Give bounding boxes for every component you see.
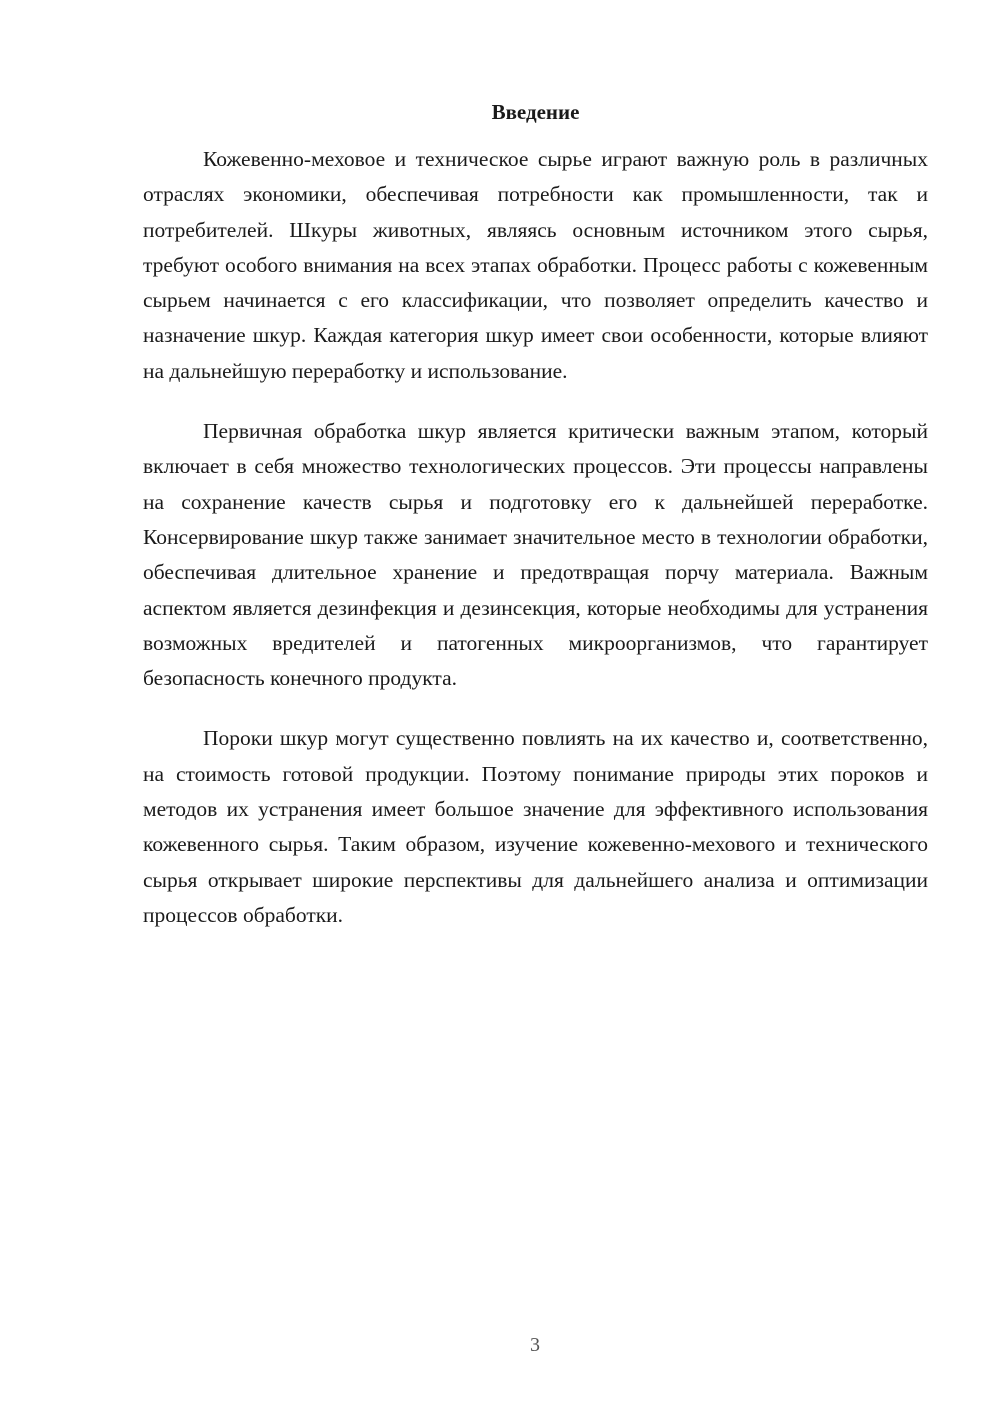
section-title: Введение <box>491 100 580 124</box>
body-text <box>143 142 928 958</box>
paragraph-3: Пороки шкур могут существенно повлиять на их качество и, соответственно, на стоимость готовой продукции. Поэтому понимание природы этих пороков и методов их устранения имеет большое значение для эффективного использования кожевенного сырья. Таким образом, изучение кожевенно-мехового и технического сырья открывает широкие перспективы для дальнейшего анализа и оптимизации процессов обработки. <box>143 726 928 927</box>
paragraph-1: Кожевенно-меховое и техническое сырье играют важную роль в различных отраслях экономики, обеспечивая потребности как промышленности, так и потребителей. Шкуры животных, являясь основным источником этого сырья, требуют особого внимания на всех этапах обработки. Процесс работы с кожевенным сырьем начинается с его классификации, что позволяет определить качество и назначение шкур. Каждая категория шкур имеет свои особенности, которые влияют на дальнейшую переработку и использование. <box>143 147 928 383</box>
paragraph-2: Первичная обработка шкур является критически важным этапом, который включает в себя множество технологических процессов. Эти процессы направлены на сохранение качеств сырья и подготовку его к дальнейшей переработке. Консервирование шкур также занимает значительное место в технологии обработки, обеспечивая длительное хранение и предотвращая порчу материала. Важным аспектом является дезинфекция и дезинсекция, которые необходимы для устранения возможных вредителей и патогенных микроорганизмов, что гарантирует безопасность конечного продукта. <box>143 419 928 691</box>
page-number: 3 <box>530 1334 540 1356</box>
